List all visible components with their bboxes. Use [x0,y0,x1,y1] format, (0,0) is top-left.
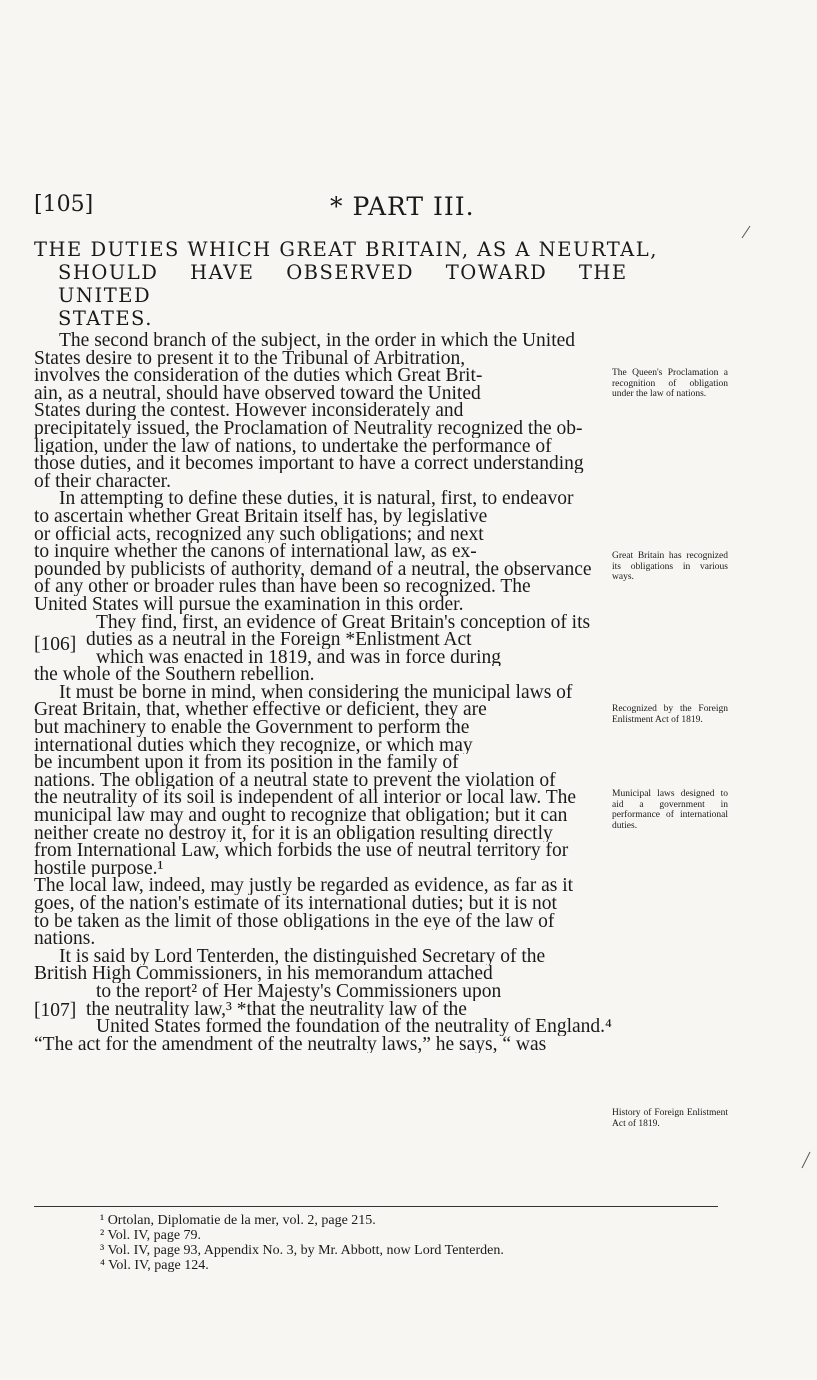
body-line: duties as a neutral in the Foreign *Enlistment Act [86,631,472,649]
body-line: It must be borne in mind, when considering the municipal laws of [59,683,573,702]
body-text [34,332,724,1053]
page-number: [105] [34,192,94,217]
body-line: of their character. [34,472,171,491]
body-line: neither create no destroy it, for it is an obligation resulting directly [34,824,553,843]
footnote: ⁴ Vol. IV, page 124. [100,1258,209,1273]
body-line: the neutrality law,³ *that the neutrality law of the [86,1000,467,1019]
body-line: be incumbent upon it from its position in the family of [34,754,459,772]
body-line: “The act for the amendment of the neutralty laws,” he says, “ was [34,1035,547,1054]
body-line: to inquire whether the canons of international law, as ex- [34,543,477,561]
stray-pencil-mark [740,224,752,240]
footnote-divider [34,1206,718,1207]
body-line: The second branch of the subject, in the order in which the United [59,332,576,350]
body-line: to the report² of Her Majesty's Commissioners upon [96,982,502,1001]
part-title: * PART III. [330,192,475,221]
body-line: municipal law may and ought to recognize that obligation; but it can [34,807,568,825]
body-line: ain, as a neutral, should have observed toward the United [34,384,481,403]
body-line: the whole of the Southern rebellion. [34,666,315,684]
body-line: to be taken as the limit of those obligations in the eye of the law of [34,912,555,931]
body-line: international duties which they recognize, or which may [34,736,473,755]
body-line: United States formed the foundation of the neutrality of England.⁴ [96,1018,612,1036]
body-line: nations. [34,930,96,948]
footnote: ³ Vol. IV, page 93, Appendix No. 3, by Mr. Abbott, now Lord Tenterden. [100,1243,504,1258]
stray-pencil-mark [800,1150,812,1170]
body-line: of any other or broader rules than have been so recognized. The [34,578,531,596]
body-line: involves the consideration of the duties which Great Brit- [34,367,483,385]
body-line: or official acts, recognized any such obligations; and next [34,525,484,544]
footnote: ² Vol. IV, page 79. [100,1228,202,1243]
sidenote-recognized-obligations: Great Britain has recognized its obligations in various ways. [612,551,728,582]
body-line: It is said by Lord Tenterden, the distinguished Secretary of the [59,947,546,966]
heading-line-2: SHOULD HAVE OBSERVED TOWARD THE UNITED [58,261,628,307]
body-line: those duties, and it becomes important to have a correct understanding [34,455,584,473]
section-heading [34,238,724,330]
body-line: hostile purpose.¹ [34,859,164,878]
body-line: goes, of the nation's estimate of its international duties; but it is not [34,895,557,913]
sidenote-proclamation: The Queen's Proclamation a recognition of obligation under the law of nations. [612,368,728,399]
sidenote-history: History of Foreign Enlistment Act of 1819. [612,1108,728,1129]
body-line: precipitately issued, the Proclamation of Neutrality recognized the ob- [34,419,583,438]
body-line: but machinery to enable the Government to perform the [34,719,470,737]
body-line: which was enacted in 1819, and was in force during [96,648,502,667]
footnote: ¹ Ortolan, Diplomatie de la mer, vol. 2, page 215. [100,1213,376,1228]
body-line: States desire to present it to the Tribunal of Arbitration, [34,349,466,368]
footnotes [100,1213,504,1273]
body-line: The local law, indeed, may justly be regarded as evidence, as far as it [34,877,574,895]
body-line: In attempting to define these duties, it is natural, first, to endeavor [59,490,574,508]
body-line: the neutrality of its soil is independent of all interior or local law. The [34,789,577,808]
body-line: to ascertain whether Great Britain itself has, by legislative [34,507,488,526]
sidenote-municipal-laws: Municipal laws designed to aid a government in performance of international duties. [612,789,728,831]
body-line: pounded by publicists of authority, demand of a neutral, the observance [34,560,592,579]
body-line: ligation, under the law of nations, to undertake the performance of [34,437,552,456]
sidenote-enlistment-act: Recognized by the Foreign Enlistment Act of 1819. [612,704,728,725]
body-line: They find, first, an evidence of Great Britain's conception of its [96,613,591,632]
heading-line-1: THE DUTIES WHICH GREAT BRITAIN, AS A NEURTAL, [34,238,658,261]
body-line: United States will pursue the examination in this order. [34,595,464,614]
body-line: nations. The obligation of a neutral state to prevent the violation of [34,771,556,790]
body-line: States during the contest. However inconsiderately and [34,402,464,420]
margin-page-number-107: [107] [34,1000,77,1021]
body-line: Great Britain, that, whether effective or deficient, they are [34,701,487,720]
body-line: British High Commissioners, in his memorandum attached [34,965,493,983]
body-line: from International Law, which forbids the use of neutral territory for [34,842,569,860]
heading-line-3: STATES. [58,307,153,330]
margin-page-number-106: [106] [34,634,77,655]
